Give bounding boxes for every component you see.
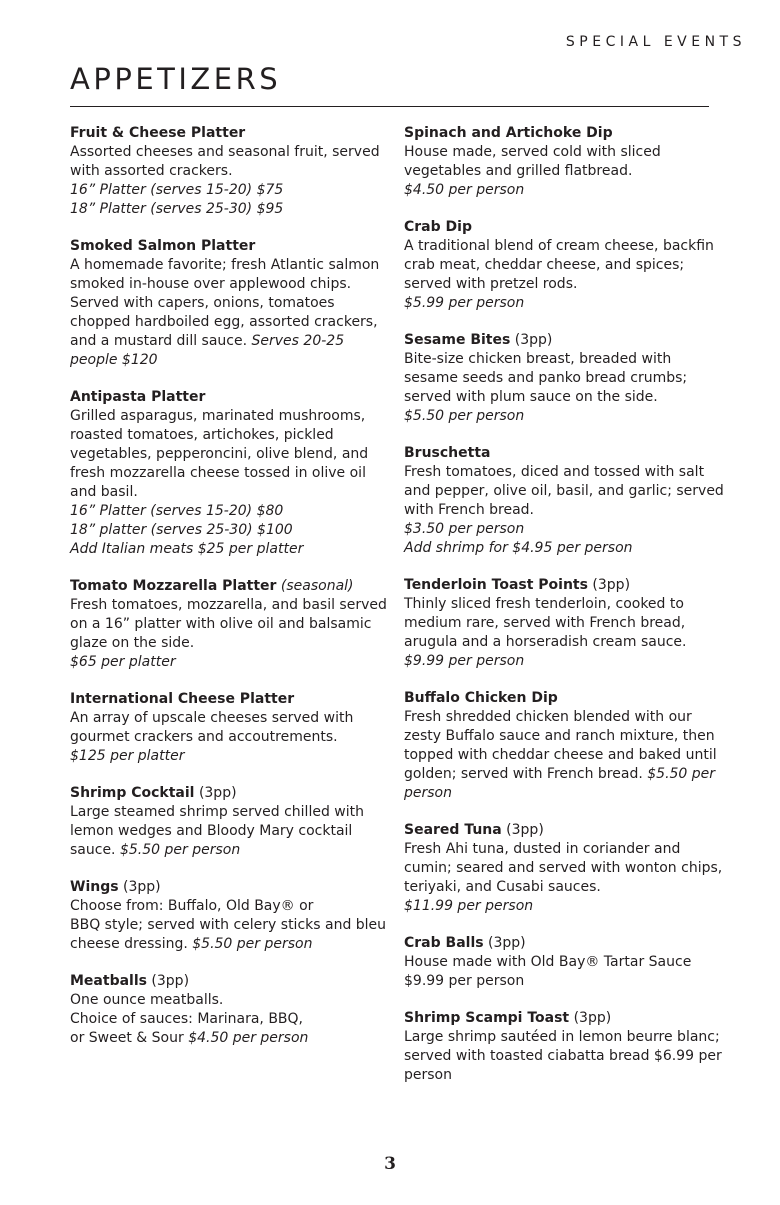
item-name: Wings xyxy=(70,879,119,895)
item-note: (3pp) xyxy=(592,577,631,593)
item-note: (seasonal) xyxy=(280,578,354,594)
item-price: 16” Platter (serves 15-20) $75 18” Platter (serves 25-30) $95 xyxy=(70,182,284,217)
menu-item xyxy=(70,124,388,219)
menu-item xyxy=(404,689,724,803)
item-name: Crab Balls xyxy=(404,935,484,951)
item-name: Meatballs xyxy=(70,973,147,989)
menu-item xyxy=(70,972,388,1048)
item-price: Serves 20-25 people $120 xyxy=(70,333,345,368)
menu-item xyxy=(404,444,724,558)
menu-item xyxy=(70,878,388,954)
item-heading xyxy=(404,444,724,463)
item-body xyxy=(404,143,724,200)
title-divider xyxy=(70,106,709,107)
item-heading xyxy=(404,218,724,237)
item-body xyxy=(70,143,388,219)
item-price: $5.50 per person xyxy=(192,936,313,952)
item-body xyxy=(70,709,388,766)
item-heading xyxy=(70,972,388,991)
item-description: An array of upscale cheeses served with gourmet crackers and accoutrements. xyxy=(70,710,354,745)
item-body xyxy=(70,596,388,672)
item-price: $5.50 per person xyxy=(119,842,241,858)
item-price: $9.99 per person xyxy=(404,653,525,669)
item-body xyxy=(404,708,724,803)
item-body xyxy=(70,803,388,860)
item-description: A homemade favorite; fresh Atlantic salmon smoked in-house over applewood chips. Served with capers, onions, tomatoes chopped hardboiled egg, assorted crackers, and a mustard dill sauce. xyxy=(70,257,380,349)
item-name: Buffalo Chicken Dip xyxy=(404,690,558,706)
item-name: Shrimp Cocktail xyxy=(70,785,195,801)
item-heading xyxy=(404,934,724,953)
left-column xyxy=(70,124,388,1066)
item-price: $3.50 per person Add shrimp for $4.95 per person xyxy=(404,521,633,556)
item-price: $4.50 per person xyxy=(188,1030,309,1046)
item-price: $5.50 per person xyxy=(404,766,716,801)
item-heading xyxy=(404,331,724,350)
item-heading xyxy=(70,388,388,407)
item-description: House made with Old Bay® Tartar Sauce $9.99 per person xyxy=(404,954,692,989)
item-name: Sesame Bites xyxy=(404,332,511,348)
item-name: International Cheese Platter xyxy=(70,691,295,707)
item-name: Seared Tuna xyxy=(404,822,502,838)
item-note: (3pp) xyxy=(123,879,161,895)
item-heading xyxy=(70,577,388,596)
item-note: (3pp) xyxy=(514,332,553,348)
menu-item xyxy=(70,577,388,672)
item-name: Shrimp Scampi Toast xyxy=(404,1010,570,1026)
item-description: Fresh tomatoes, diced and tossed with salt and pepper, olive oil, basil, and garlic; served with French bread. xyxy=(404,464,724,518)
item-description: Assorted cheeses and seasonal fruit, served with assorted crackers. xyxy=(70,144,380,179)
item-heading xyxy=(404,124,724,143)
page-number: 3 xyxy=(384,1154,396,1174)
item-name: Bruschetta xyxy=(404,445,491,461)
item-body xyxy=(404,237,724,313)
item-price: $125 per platter xyxy=(70,748,185,764)
item-body xyxy=(404,350,724,426)
menu-item xyxy=(404,1009,724,1085)
item-price: $4.50 per person xyxy=(404,182,525,198)
item-body xyxy=(404,953,724,991)
section-title: APPETIZERS xyxy=(70,62,282,96)
item-note: (3pp) xyxy=(198,785,237,801)
item-body xyxy=(70,407,388,559)
menu-item xyxy=(70,388,388,559)
item-price: $5.99 per person xyxy=(404,295,525,311)
item-description: Bite-size chicken breast, breaded with sesame seeds and panko bread crumbs; served with plum sauce on the side. xyxy=(404,351,688,405)
item-body xyxy=(404,463,724,558)
item-name: Crab Dip xyxy=(404,219,472,235)
item-heading xyxy=(70,690,388,709)
item-note: (3pp) xyxy=(151,973,190,989)
menu-item xyxy=(404,124,724,200)
menu-item xyxy=(404,218,724,313)
item-body xyxy=(70,897,388,954)
menu-item xyxy=(404,934,724,991)
item-heading xyxy=(404,689,724,708)
menu-item xyxy=(70,237,388,370)
item-heading xyxy=(70,237,388,256)
item-description: One ounce meatballs. Choice of sauces: Marinara, BBQ, or Sweet & Sour xyxy=(70,992,303,1046)
item-name: Spinach and Artichoke Dip xyxy=(404,125,613,141)
item-body xyxy=(70,991,388,1048)
item-description: A traditional blend of cream cheese, backfin crab meat, cheddar cheese, and spices; served with pretzel rods. xyxy=(404,238,714,292)
right-column xyxy=(404,124,724,1103)
item-note: (3pp) xyxy=(488,935,526,951)
item-description: Thinly sliced fresh tenderloin, cooked to medium rare, served with French bread, arugula and a horseradish cream sauce. xyxy=(404,596,687,650)
item-description: Large shrimp sautéed in lemon beurre blanc; served with toasted ciabatta bread $6.99 per person xyxy=(404,1029,722,1083)
item-name: Smoked Salmon Platter xyxy=(70,238,256,254)
item-note: (3pp) xyxy=(506,822,544,838)
header-label: SPECIAL EVENTS xyxy=(565,34,746,50)
item-price: $65 per platter xyxy=(70,654,176,670)
item-description: House made, served cold with sliced vegetables and grilled flatbread. xyxy=(404,144,661,179)
item-heading xyxy=(404,821,724,840)
item-name: Antipasta Platter xyxy=(70,389,206,405)
menu-item xyxy=(70,690,388,766)
menu-item xyxy=(404,576,724,671)
item-heading xyxy=(404,576,724,595)
item-description: Fresh shredded chicken blended with our zesty Buffalo sauce and ranch mixture, then topped with cheddar cheese and baked until golden; served with French bread. xyxy=(404,709,717,782)
item-heading xyxy=(70,124,388,143)
item-price: 16” Platter (serves 15-20) $80 18” platter (serves 25-30) $100 Add Italian meats $25 per platter xyxy=(70,503,304,557)
menu-item xyxy=(404,331,724,426)
item-heading xyxy=(70,784,388,803)
item-price: $5.50 per person xyxy=(404,408,525,424)
item-description: Large steamed shrimp served chilled with lemon wedges and Bloody Mary cocktail sauce. xyxy=(70,804,364,858)
item-name: Tomato Mozzarella Platter xyxy=(70,578,277,594)
item-description: Fresh tomatoes, mozzarella, and basil served on a 16” platter with olive oil and balsamic glaze on the side. xyxy=(70,597,387,651)
item-note: (3pp) xyxy=(573,1010,612,1026)
item-body xyxy=(404,595,724,671)
item-description: Fresh Ahi tuna, dusted in coriander and cumin; seared and served with wonton chips, teriyaki, and Cusabi sauces. xyxy=(404,841,723,895)
item-body xyxy=(70,256,388,370)
item-body xyxy=(404,840,724,916)
item-heading xyxy=(404,1009,724,1028)
menu-item xyxy=(404,821,724,916)
item-name: Fruit & Cheese Platter xyxy=(70,125,246,141)
item-description: Grilled asparagus, marinated mushrooms, roasted tomatoes, artichokes, pickled vegetables, pepperoncini, olive blend, and fresh mozzarella cheese tossed in olive oil and basil. xyxy=(70,408,369,500)
item-heading xyxy=(70,878,388,897)
item-description: Choose from: Buffalo, Old Bay® or BBQ style; served with celery sticks and bleu cheese dressing. xyxy=(70,898,387,952)
menu-item xyxy=(70,784,388,860)
item-price: $11.99 per person xyxy=(404,898,534,914)
item-name: Tenderloin Toast Points xyxy=(404,577,588,593)
item-body xyxy=(404,1028,724,1085)
